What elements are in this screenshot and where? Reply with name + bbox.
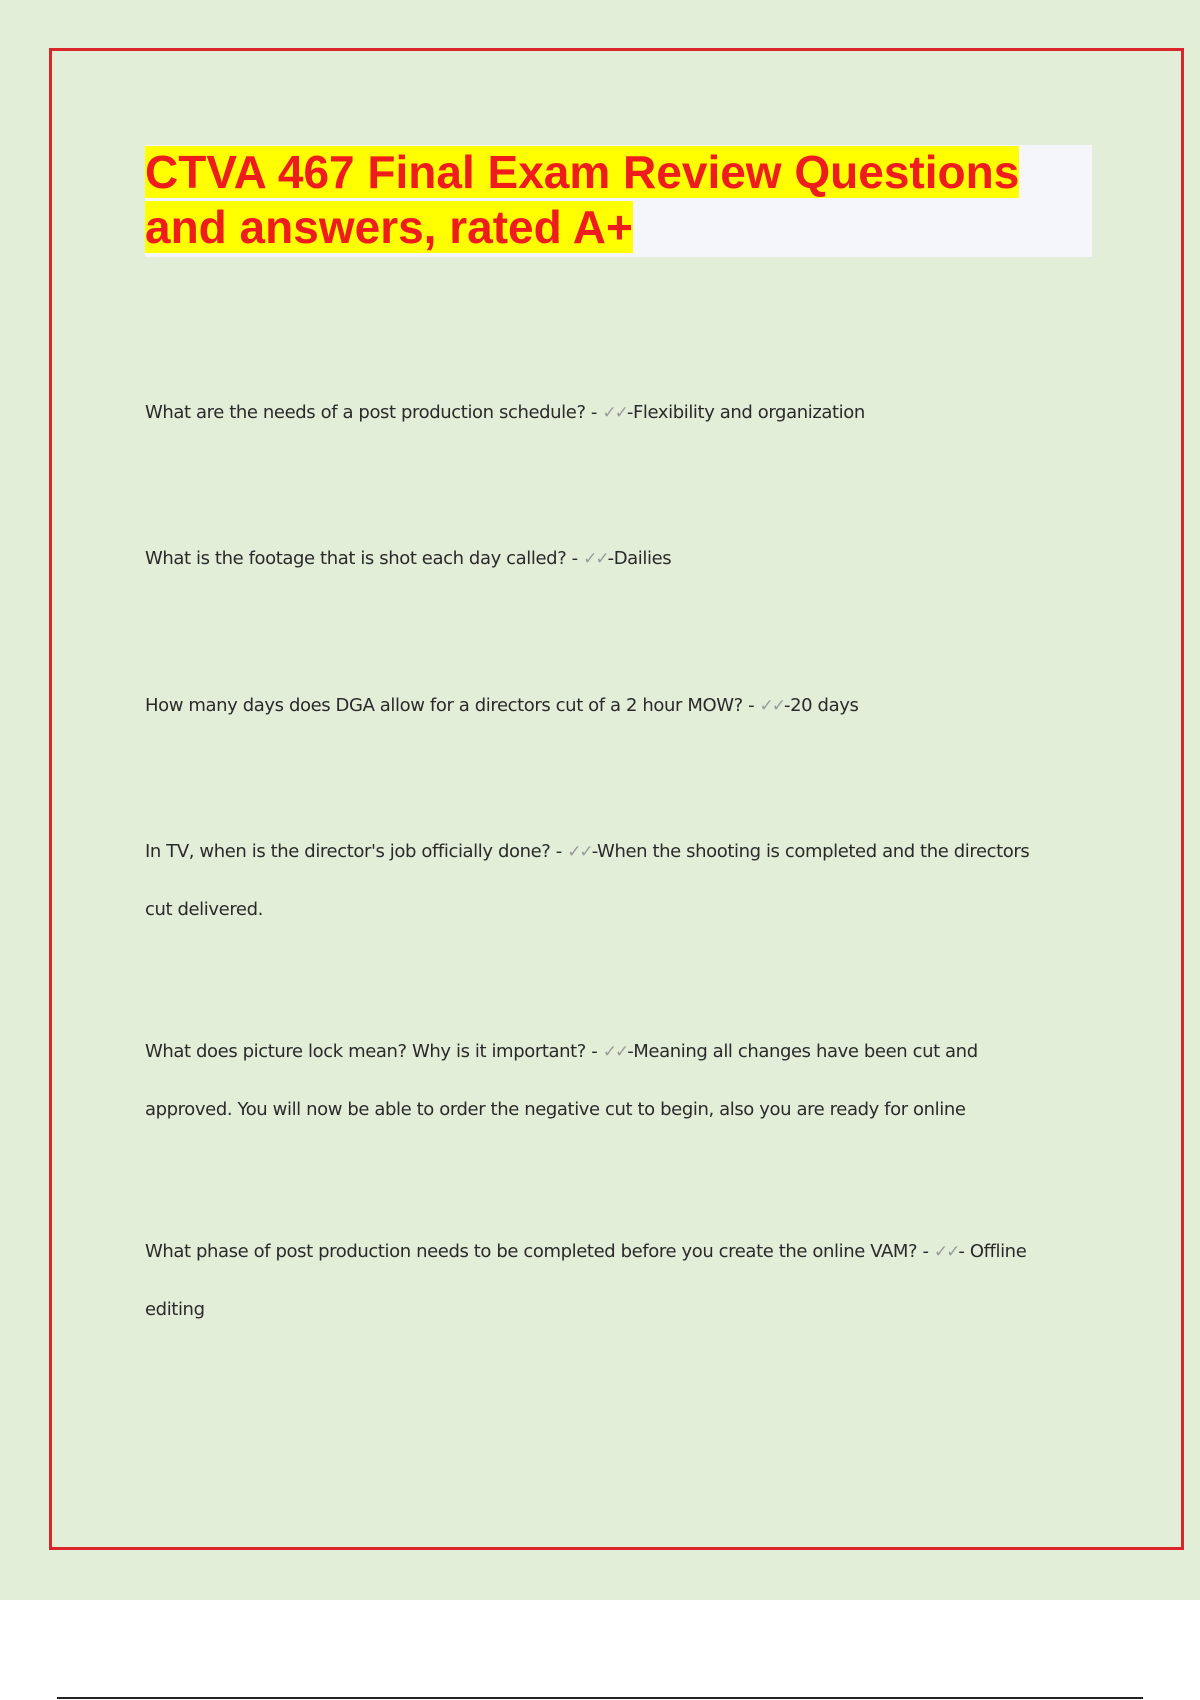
next-page-rule xyxy=(57,1697,1143,1699)
question-text: What does picture lock mean? Why is it important? - xyxy=(145,1041,603,1062)
question-text: What is the footage that is shot each day called? - xyxy=(145,548,584,569)
question-text: What are the needs of a post production schedule? - xyxy=(145,402,603,423)
qa-item-2 xyxy=(145,530,1045,588)
qa-item-5 xyxy=(145,1023,1045,1138)
answer-text: -When the shooting is completed and the directors cut delivered. xyxy=(145,841,1030,920)
qa-item-6 xyxy=(145,1223,1045,1338)
question-text: What phase of post production needs to be completed before you create the online VAM? - xyxy=(145,1241,934,1262)
question-text: How many days does DGA allow for a directors cut of a 2 hour MOW? - xyxy=(145,695,760,716)
answer-text: -Meaning all changes have been cut and approved. You will now be able to order the negative cut to begin, also you are ready for online xyxy=(145,1041,978,1120)
qa-item-4 xyxy=(145,823,1045,938)
answer-text: -Dailies xyxy=(607,548,672,569)
check-icon: ✓✓ xyxy=(567,842,592,862)
qa-item-3 xyxy=(145,677,1045,735)
answer-text: -Flexibility and organization xyxy=(626,402,865,423)
answer-text: - Offline editing xyxy=(145,1241,1027,1320)
qa-item-1 xyxy=(145,384,1045,442)
document-title xyxy=(145,145,1075,255)
document-title-text: CTVA 467 Final Exam Review Questions and answers, rated A+ xyxy=(145,146,1020,253)
answer-text: -20 days xyxy=(784,695,859,716)
question-text: In TV, when is the director's job officially done? - xyxy=(145,841,568,862)
check-icon: ✓✓ xyxy=(602,1042,628,1062)
check-icon: ✓✓ xyxy=(602,403,627,423)
check-icon: ✓✓ xyxy=(583,549,608,569)
check-icon: ✓✓ xyxy=(933,1242,959,1262)
check-icon: ✓✓ xyxy=(759,696,785,716)
